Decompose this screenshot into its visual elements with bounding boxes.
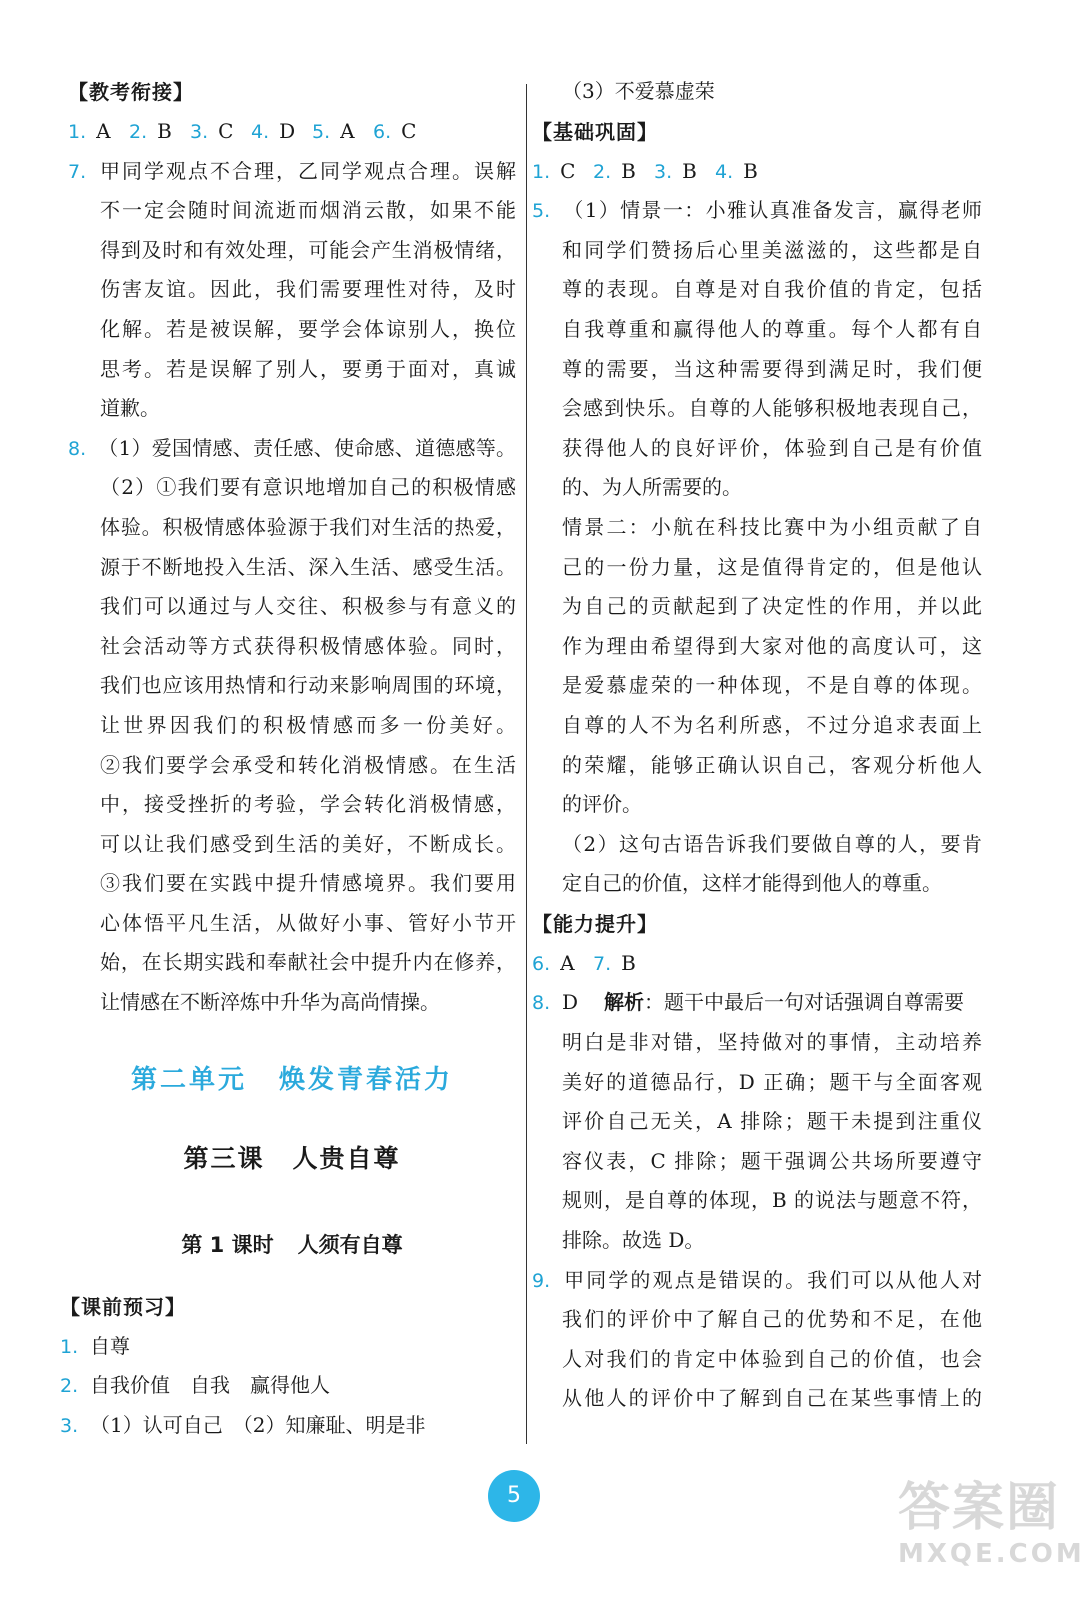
choice-answers-row [532, 152, 982, 192]
choice-answer: 2. B [593, 158, 636, 183]
choice-answer: 1. A [68, 119, 111, 143]
question-number: 8. [532, 992, 551, 1015]
list-item: （3）不爱慕虚荣 [562, 79, 715, 103]
choice-answer: 6. C [373, 119, 417, 143]
list-item: 3. （1）认可自己 （2）知廉耻、明是非 [60, 1412, 426, 1437]
question-7: 7. 甲同学观点不合理，乙同学观点合理。误解 不一定会随时间流逝而烟消云散，如果不能 得到及时和有效处理，可能会产生消极情绪， 伤害友谊。因此，我们需要理性对待，及时 化解。若是被误解，要学会体谅别人，换位 思考。若是误解了别人，要勇于面对，真诚 道歉。 [68, 152, 516, 429]
analysis-label: 解析 [604, 990, 645, 1015]
question-9: 9. 甲同学的观点是错误的。我们可以从他人对 我们的评价中了解自己的优势和不足，在他 人对我们的肯定中体验到自己的价值，也会 从他人的评价中了解到自己在某些事情上的 [532, 1261, 982, 1419]
choice-answer: 5. A [312, 119, 355, 143]
choice-answer: 4. B [715, 158, 758, 183]
list-item: 1. 自尊 [60, 1333, 130, 1358]
choice-answers-row [68, 112, 516, 152]
question-5: 5. （1）情景一：小雅认真准备发言，赢得老师 和同学们赞扬后心里美滋滋的，这些都是自 尊的表现。自尊是对自我价值的肯定，包括 自我尊重和赢得他人的尊重。每个人都有自 尊的需要，当这种需要得到满足时，我们便 会感到快乐。自尊的人能够积极地表现自己， 获得他人的良好评价，体验到自己是有价值 的、为人所需要的。 情景二：小航在科技比赛中为小组贡献了自 己的一份力量，这是值得肯定的，但是他认 为自己的贡献起到了决定性的作用，并以此 作为理由希望得到大家对他的高度认可，这 是爱慕虚荣的一种体现，不是自尊的体现。 自尊的人不为名利所惑，不过分追求表面上 的荣耀，能够正确认识自己，客观分析他人 的评价。 （2）这句古语告诉我们要做自尊的人，要肯 定自己的价值，这样才能得到他人的尊重。 [532, 191, 982, 904]
right-column [532, 72, 982, 1419]
choice-answer: 3. B [654, 158, 697, 183]
section-header-nengli: 【能力提升】 [532, 911, 658, 936]
choice-answer: 1. C [532, 158, 576, 183]
question-number: 7. [68, 160, 87, 183]
section-header-jichu: 【基础巩固】 [532, 119, 658, 144]
unit-title: 第二单元 焕发青春活力 [130, 1064, 454, 1095]
watermark-logo: 答案圈 MXQE.COM [898, 1478, 1085, 1569]
section-header-kexian: 【课前预习】 [60, 1294, 186, 1319]
column-divider [526, 84, 527, 1444]
left-column [60, 72, 516, 1445]
page-number: 5 [488, 1470, 540, 1522]
choice-answer: 7. B [593, 950, 636, 975]
list-item: 2. 自我价值 自我 赢得他人 [60, 1373, 330, 1398]
choice-answer: 4. D [251, 119, 296, 143]
choice-answer: 6. A [532, 950, 575, 975]
choice-answer: 3. C [190, 119, 234, 143]
question-8: 8. （1）爱国情感、责任感、使命感、道德感等。 （2）①我们要有意识地增加自己的积极情感 体验。积极情感体验源于我们对生活的热爱， 源于不断地投入生活、深入生活、感受生活。 我们可以通过与人交往、积极参与有意义的 社会活动等方式获得积极情感体验。同时， 我们也应该用热情和行动来影响周围的环境， 让世界因我们的积极情感而多一份美好。 ②我们要学会承受和转化消极情感。在生活 中，接受挫折的考验，学会转化消极情感， 可以让我们感受到生活的美好，不断成长。 ③我们要在实践中提升情感境界。我们要用 心体悟平凡生活，从做好小事、管好小节开 始，在长期实践和奉献社会中提升内在修养， 让情感在不断淬炼中升华为高尚情操。 [68, 429, 516, 1023]
choice-answers-row [532, 944, 982, 984]
period-title: 第 1 课时 人须有自尊 [181, 1232, 403, 1257]
question-number: 8. [68, 437, 87, 460]
lesson-title: 第三课 人贵自尊 [183, 1143, 401, 1173]
choice-answer: 2. B [129, 119, 172, 143]
question-number: 5. [532, 200, 551, 223]
question-number: 9. [532, 1269, 551, 1292]
question-8-right: 8. D 解析：题干中最后一句对话强调自尊需要 明白是非对错，坚持做对的事情，主动培养 美好的道德品行，D 正确；题干与全面客观 评价自己无关，A 排除；题干未提到注重仪 容仪表，C 排除；题干强调公共场所要遵守 规则，是自尊的体现，B 的说法与题意不符， 排除。故选 D。 [532, 983, 982, 1260]
section-header-jiaokao: 【教考衔接】 [68, 80, 194, 104]
